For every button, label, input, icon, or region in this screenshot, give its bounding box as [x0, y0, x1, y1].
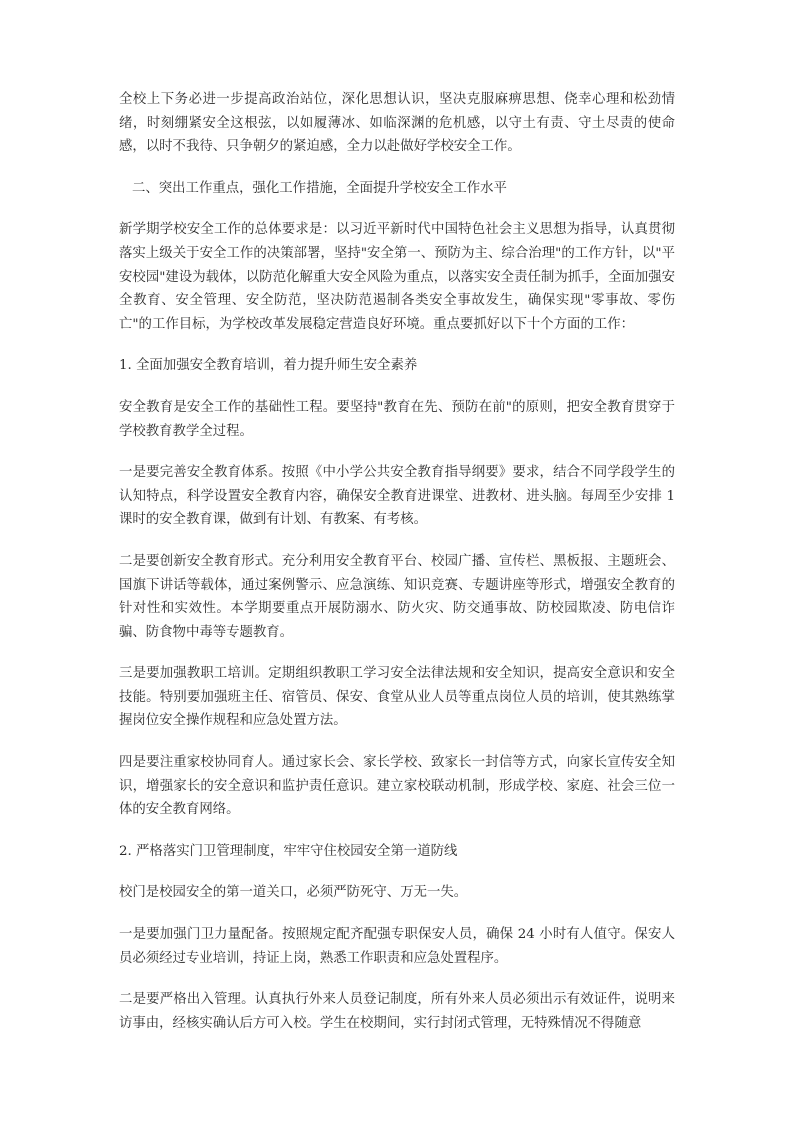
gate-intro-paragraph: 校门是校园安全的第一道关口，必须严防死守、万无一失。 — [119, 885, 468, 901]
general-requirements-paragraph: 新学期学校安全工作的总体要求是：以习近平新时代中国特色社会主义思想为指导，认真贯彻落实上级关于安全工作的决策部署，坚持"安全第一、预防为主、综合治理"的工作方针，以"平安校园"建设为载体，以防范化解重大安全风险为重点，以落实安全责任制为抓手，全面加强安全教育、安全管理、安全防范，坚决防范遏制各类安全事故发生，确保实现"零事故、零伤亡"的工作目标，为学校改革发展稳定营造良好环境。重点要抓好以下十个方面的工作： — [119, 222, 675, 332]
access-control-paragraph: 二是要严格出入管理。认真执行外来人员登记制度，所有外来人员必须出示有效证件，说明来访事由，经核实确认后方可入校。学生在校期间，实行封闭式管理，无特殊情况不得随意 — [119, 992, 675, 1031]
guard-staffing-paragraph: 一是要加强门卫力量配备。按照规定配齐配强专职保安人员，确保 24 小时有人值守。保安人员必须经过专业培训，持证上岗，熟悉工作职责和应急处置程序。 — [119, 927, 675, 966]
safety-education-intro-paragraph: 安全教育是安全工作的基础性工程。要坚持"教育在先、预防在前"的原则，把安全教育贯穿于学校教育教学全过程。 — [119, 399, 675, 439]
home-school-paragraph: 四是要注重家校协同育人。通过家长会、家长学校、致家长一封信等方式，向家长宣传安全知识，增强家长的安全意识和监护责任意识。建立家校联动机制，形成学校、家庭、社会三位一体的安全教育网络。 — [119, 755, 675, 818]
intro-paragraph: 全校上下务必进一步提高政治站位，深化思想认识，坚决克服麻痹思想、侥幸心理和松劲情绪，时刻绷紧安全这根弦，以如履薄冰、如临深渊的危机感，以守土有责、守土尽责的使命感，以时不我待、只争朝夕的紧迫感，全力以赴做好学校安全工作。 — [119, 92, 675, 155]
subsection-heading-2: 2. 严格落实门卫管理制度，牢牢守住校园安全第一道防线 — [119, 843, 458, 859]
education-forms-paragraph: 二是要创新安全教育形式。充分利用安全教育平台、校园广播、宣传栏、黑板报、主题班会、国旗下讲话等载体，通过案例警示、应急演练、知识竞赛、专题讲座等形式，增强安全教育的针对性和实效性。本学期要重点开展防溺水、防火灾、防交通事故、防校园欺凌、防电信诈骗、防食物中毒等专题教育。 — [119, 553, 675, 640]
document-body — [119, 88, 675, 1053]
subsection-heading-1: 1. 全面加强安全教育培训，着力提升师生安全素养 — [119, 358, 418, 374]
education-system-paragraph: 一是要完善安全教育体系。按照《中小学公共安全教育指导纲要》要求，结合不同学段学生的认知特点，科学设置安全教育内容，确保安全教育进课堂、进教材、进头脑。每周至少安排 1 课时的安全教育课，做到有计划、有教案、有考核。 — [119, 465, 675, 528]
staff-training-paragraph: 三是要加强教职工培训。定期组织教职工学习安全法律法规和安全知识，提高安全意识和安全技能。特别要加强班主任、宿管员、保安、食堂从业人员等重点岗位人员的培训，使其熟练掌握岗位安全操作规程和应急处置方法。 — [119, 666, 675, 729]
section-heading-2: 二、突出工作重点，强化工作措施，全面提升学校安全工作水平 — [132, 180, 507, 196]
